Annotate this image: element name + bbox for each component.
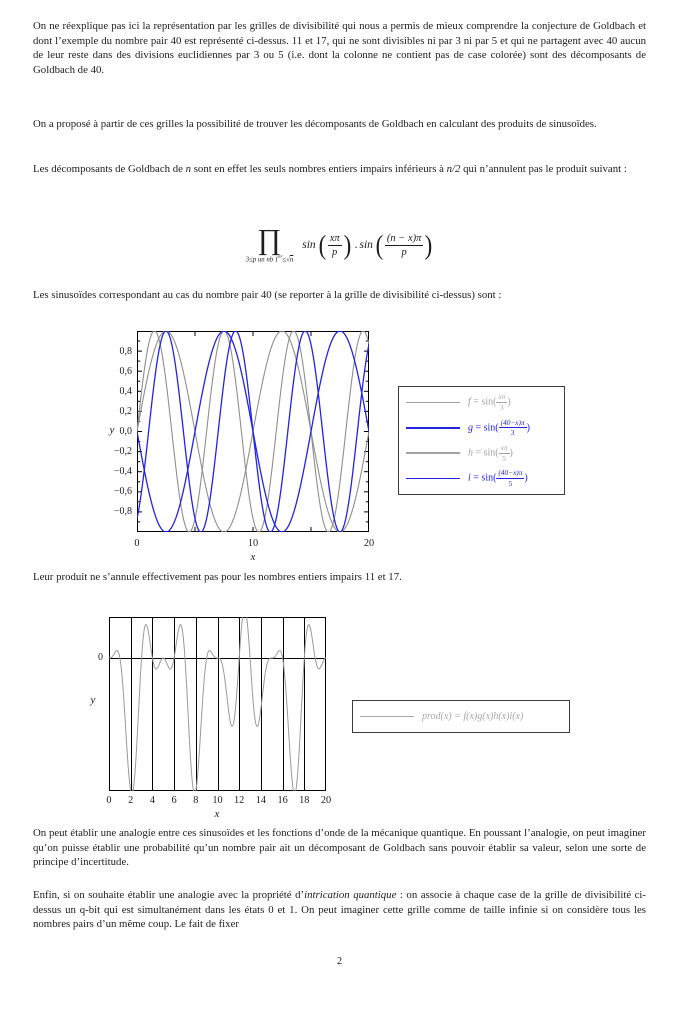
paragraph-intrication [33, 888, 646, 932]
paragraph-produit-non-nul: Leur produit ne s’annule effectivement pas pour les nombres entiers impairs 11 et 17. [33, 571, 402, 583]
chart1-y-axis-label: y [109, 424, 115, 436]
legend-label: f = sin( $\frac{x\pi}{3}$ ) [468, 392, 511, 413]
sin-function: sin [302, 239, 316, 251]
right-paren: ) [343, 229, 351, 260]
paragraph-3-text: qui n’annulent pas le produit suivant : [460, 163, 627, 175]
sinusoids-chart [137, 331, 369, 532]
legend-line-sample [406, 427, 460, 428]
page-number: 2 [336, 956, 343, 967]
sinusoids-legend-entry-i [406, 469, 560, 487]
sinusoids-legend-entry-f [406, 393, 560, 411]
legend-line-sample [406, 402, 460, 403]
chart2-x-tick-label: 14 [255, 795, 267, 806]
chart1-x-tick-label: 10 [247, 538, 259, 549]
chart1-y-tick-label: −0,6 [113, 486, 132, 498]
chart1-y-tick-label: 0,0 [119, 426, 132, 437]
chart1-y-tick-label: 0,8 [119, 345, 132, 357]
product-legend [352, 700, 570, 733]
fraction-n-minus-x-pi-over-p: $\frac{(n - x)\pi}{p}$ [386, 232, 422, 258]
paragraph-7-text: : on associe à chaque case de la grille de divisibilité ci-dessus un q-bit qui est simultanément dans les états 0 et 1. On peut imaginer cette grille comme de taille infinie si on considère tous les nombres pairs d’un même coup. Le fait de fixer [33, 889, 647, 931]
chart2-zero-tick-label: 0 [98, 652, 103, 663]
paragraph-3-text: sont en effet les seuls nombres entiers impairs inférieurs à [191, 163, 447, 175]
legend-line-sample [406, 478, 460, 479]
chart2-x-tick-label: 8 [193, 795, 199, 806]
chart2-x-tick-label: 10 [212, 795, 223, 806]
product-operator [245, 223, 294, 264]
chart1-x-axis-label: x [250, 551, 256, 563]
chart1-y-tick-label: −0,2 [113, 446, 132, 458]
sinusoids-legend [398, 386, 565, 495]
right-paren: ) [425, 229, 433, 260]
legend-label: prod(x) = f(x)g(x)h(x)i(x) [422, 711, 524, 722]
legend-label: g = sin( $\frac{(40-x)\pi}{3}$ ) [468, 417, 530, 438]
product-legend-entry-prod [360, 711, 565, 722]
chart2-x-tick-label: 2 [128, 795, 134, 806]
chart1-y-tick-label: 0,2 [119, 405, 132, 417]
paragraph-7-text: Enfin, si on souhaite établir une analogie avec la propriété d’ [33, 889, 305, 901]
product-symbol: ∏ [257, 223, 282, 256]
chart1-y-tick-label: 0,6 [119, 365, 132, 377]
chart2-x-axis-label: x [214, 808, 220, 820]
chart1-x-tick-label: 0 [134, 538, 140, 549]
product-subscript: 3≤p un nb 1er≤√n [245, 254, 294, 264]
product-chart [109, 617, 326, 791]
chart1-y-tick-label: −0,8 [113, 506, 132, 518]
paragraph-decomposants [33, 162, 646, 177]
legend-label: i = sin( $\frac{(40-x)\pi}{5}$ ) [468, 468, 528, 488]
left-paren: ( [375, 229, 384, 260]
math-var-n-over-2: n/2 [446, 163, 461, 175]
sinusoids-legend-entry-h [406, 444, 560, 462]
paragraph-cas-40: Les sinusoïdes correspondant au cas du nombre pair 40 (se reporter à la grille de divisibilité ci-dessus) sont : [33, 289, 502, 301]
paragraph-grilles-divisibilite: On ne réexplique pas ici la représentation par les grilles de divisibilité qui nous a permis de mieux comprendre la conjecture de Goldbach et dont l’exemple du nombre pair 40 est représenté ci-dessus. 11 et 17, qui ne sont divisibles ni par 3 ni par 5 et qui ne partagent avec 40 aucun de leur reste dans des divisions euclidiennes par 3 ou 5 (i.e. dont la colonne ne contient pas de case colorée) sont des décomposants de Goldbach de 40. [33, 20, 646, 76]
paragraph-analogie-quantique: On peut établir une analogie entre ces sinusoïdes et les fonctions d’onde de la mécanique quantique. En poussant l’analogie, on peut imaginer qu’on puisse établir une probabilité qu’un nombre pair ait un décomposant de Goldbach sans pouvoir établir sa valeur, selon une sorte de principe d’incertitude. [33, 827, 646, 869]
chart2-x-tick-label: 18 [299, 795, 310, 806]
legend-line-sample [406, 452, 460, 453]
multiplication-dot: . [354, 239, 358, 251]
legend-line-sample [360, 716, 414, 717]
sin-function: sin [359, 239, 373, 251]
curve-prod [109, 617, 326, 791]
chart1-x-tick-label: 20 [363, 538, 375, 549]
math-var-n: n [185, 163, 192, 175]
paragraph-3-text: Les décomposants de Goldbach de [33, 163, 186, 175]
chart2-x-tick-label: 16 [277, 795, 288, 806]
chart2-y-axis-label: y [90, 694, 96, 706]
chart2-x-tick-label: 12 [234, 795, 245, 806]
fraction-x-pi-over-p: $\frac{x\pi}{p}$ [329, 232, 340, 258]
paragraph-produits-sinusoides: On a proposé à partir de ces grilles la possibilité de trouver les décomposants de Goldbach en calculant des produits de sinusoïdes. [33, 118, 597, 130]
chart1-y-tick-label: 0,4 [119, 385, 132, 397]
left-paren: ( [318, 229, 327, 260]
intrication-quantique-italic: intrication quantique [304, 889, 397, 901]
chart2-x-tick-label: 6 [171, 795, 177, 806]
legend-label: h = sin( $\frac{x\pi}{5}$ ) [468, 442, 513, 463]
chart1-y-tick-label: −0,4 [113, 466, 132, 478]
sinusoids-legend-entry-g [406, 419, 560, 437]
chart2-x-tick-label: 4 [149, 795, 155, 806]
chart2-x-tick-label: 20 [320, 795, 332, 806]
chart2-x-tick-label: 0 [106, 795, 112, 806]
product-formula [33, 219, 646, 271]
